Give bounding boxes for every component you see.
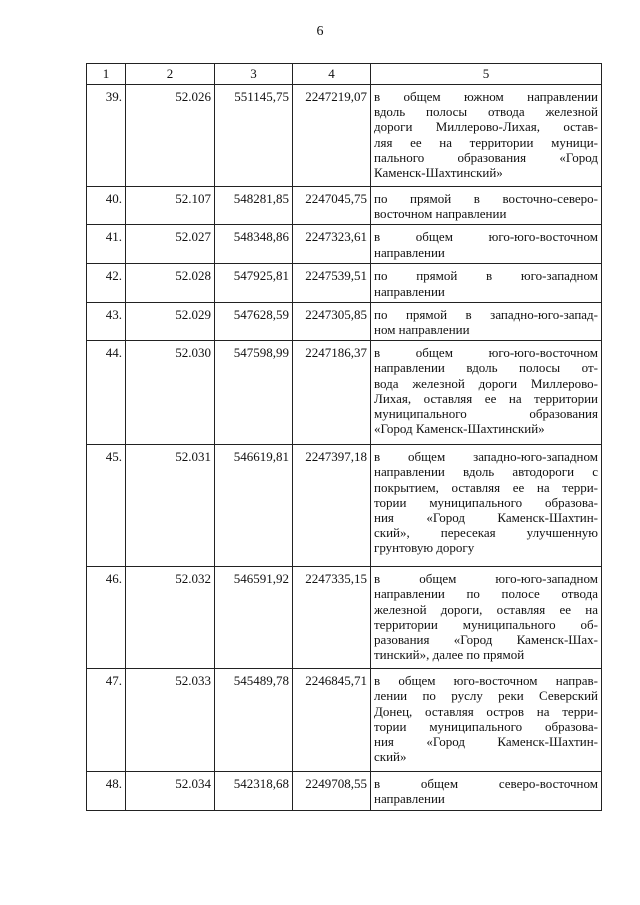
point-number: 40. <box>87 187 126 225</box>
description-line: ский», пересекая улучшенную <box>374 525 598 541</box>
description-line: в общем западно-юго-западном <box>374 449 598 465</box>
description-line: территории муниципального об- <box>374 616 598 632</box>
description-line: по прямой в восточно-северо- <box>374 191 598 206</box>
description-line: в общем юго-юго-западном <box>374 571 598 587</box>
point-number: 39. <box>87 85 126 187</box>
coordinate-x: 545489,78 <box>215 669 293 772</box>
coordinate-x: 548348,86 <box>215 225 293 264</box>
description-line: грунтовую дорогу <box>374 540 475 556</box>
boundary-description <box>371 187 602 225</box>
description-line: Каменск-Шахтинский» <box>374 164 503 180</box>
description-line: пального образования «Город <box>374 149 598 165</box>
point-code: 52.028 <box>126 264 215 302</box>
description-line: направлении <box>374 244 445 260</box>
point-number: 48. <box>87 772 126 810</box>
coordinate-x: 551145,75 <box>215 85 293 187</box>
description-line: по прямой в западно-юго-запад- <box>374 306 598 322</box>
coordinate-x: 547925,81 <box>215 264 293 302</box>
point-number: 46. <box>87 567 126 669</box>
header-col-4: 4 <box>293 64 371 85</box>
boundary-description <box>371 85 602 187</box>
description-line: Лихая, оставляя ее на территории <box>374 390 598 406</box>
boundary-description <box>371 445 602 567</box>
boundary-description <box>371 302 602 340</box>
coordinate-y: 2247397,18 <box>293 445 371 567</box>
table-row <box>87 669 602 772</box>
boundary-points-table <box>86 63 602 811</box>
description-line: покрытием, оставляя ее на терри- <box>374 479 598 495</box>
description-line: лении по руслу реки Северский <box>374 688 598 704</box>
description-line: разования «Город Каменск-Шах- <box>374 631 598 647</box>
description-line: направлении по полосе отвода <box>374 586 598 602</box>
description-line: в общем юго-восточном направ- <box>374 673 598 689</box>
description-line: дороги Миллерово-Лихая, остав- <box>374 119 598 135</box>
point-number: 42. <box>87 264 126 302</box>
coordinate-x: 546619,81 <box>215 445 293 567</box>
description-line: направлении <box>374 791 445 807</box>
header-row <box>87 64 602 85</box>
boundary-description <box>371 225 602 264</box>
coordinate-x: 547598,99 <box>215 341 293 445</box>
header-col-3: 3 <box>215 64 293 85</box>
boundary-description <box>371 669 602 772</box>
description-line: ния «Город Каменск-Шахтин- <box>374 733 598 749</box>
boundary-description <box>371 772 602 810</box>
point-code: 52.030 <box>126 341 215 445</box>
coordinate-y: 2247335,15 <box>293 567 371 669</box>
boundary-description <box>371 567 602 669</box>
description-line: ном направлении <box>374 321 470 337</box>
coordinate-x: 547628,59 <box>215 302 293 340</box>
table-row <box>87 187 602 225</box>
table-row <box>87 772 602 810</box>
point-code: 52.029 <box>126 302 215 340</box>
table-row <box>87 567 602 669</box>
header-col-1: 1 <box>87 64 126 85</box>
description-line: ляя ее на территории муници- <box>374 134 598 150</box>
description-line: вдоль полосы отвода железной <box>374 104 598 120</box>
point-code: 52.034 <box>126 772 215 810</box>
point-number: 41. <box>87 225 126 264</box>
coordinate-y: 2247045,75 <box>293 187 371 225</box>
coordinate-y: 2247539,51 <box>293 264 371 302</box>
point-number: 44. <box>87 341 126 445</box>
table-body <box>87 85 602 811</box>
point-number: 47. <box>87 669 126 772</box>
page-number: 6 <box>316 24 324 39</box>
description-line: в общем юго-юго-восточном <box>374 229 598 245</box>
description-line: тории муниципального образова- <box>374 718 598 734</box>
point-code: 52.032 <box>126 567 215 669</box>
description-line: тории муниципального образова- <box>374 494 598 510</box>
table-header <box>87 64 602 85</box>
coordinate-y: 2246845,71 <box>293 669 371 772</box>
table-row <box>87 264 602 302</box>
coordinate-x: 546591,92 <box>215 567 293 669</box>
description-line: по прямой в юго-западном <box>374 268 598 284</box>
point-number: 45. <box>87 445 126 567</box>
coordinate-y: 2247219,07 <box>293 85 371 187</box>
point-code: 52.033 <box>126 669 215 772</box>
table-row <box>87 302 602 340</box>
description-line: тинский», далее по прямой <box>374 647 525 663</box>
description-line: в общем юго-юго-восточном <box>374 345 598 361</box>
boundary-description <box>371 341 602 445</box>
description-line: Донец, оставляя остров на терри- <box>374 703 598 719</box>
boundary-description <box>371 264 602 302</box>
description-line: муниципального образования <box>374 405 598 421</box>
description-line: в общем северо-восточном <box>374 776 598 792</box>
description-line: направлении вдоль автодороги с <box>374 464 598 480</box>
header-col-5: 5 <box>371 64 602 85</box>
description-line: вода железной дороги Миллерово- <box>374 375 598 391</box>
description-line: «Город Каменск-Шахтинский» <box>374 421 545 437</box>
description-line: ский» <box>374 749 407 765</box>
table-row <box>87 85 602 187</box>
coordinate-y: 2247323,61 <box>293 225 371 264</box>
point-code: 52.031 <box>126 445 215 567</box>
point-code: 52.026 <box>126 85 215 187</box>
table-row <box>87 341 602 445</box>
description-line: направлении вдоль полосы от- <box>374 360 598 376</box>
coordinate-y: 2249708,55 <box>293 772 371 810</box>
point-number: 43. <box>87 302 126 340</box>
coordinate-x: 548281,85 <box>215 187 293 225</box>
point-code: 52.027 <box>126 225 215 264</box>
coordinate-y: 2247305,85 <box>293 302 371 340</box>
coordinate-x: 542318,68 <box>215 772 293 810</box>
description-line: ния «Город Каменск-Шахтин- <box>374 509 598 525</box>
description-line: железной дороги, оставляя ее на <box>374 601 598 617</box>
description-line: направлении <box>374 283 445 299</box>
description-line: восточном направлении <box>374 206 507 222</box>
description-line: в общем южном направлении <box>374 89 598 104</box>
coordinate-y: 2247186,37 <box>293 341 371 445</box>
table-row <box>87 225 602 264</box>
header-col-2: 2 <box>126 64 215 85</box>
point-code: 52.107 <box>126 187 215 225</box>
table-row <box>87 445 602 567</box>
